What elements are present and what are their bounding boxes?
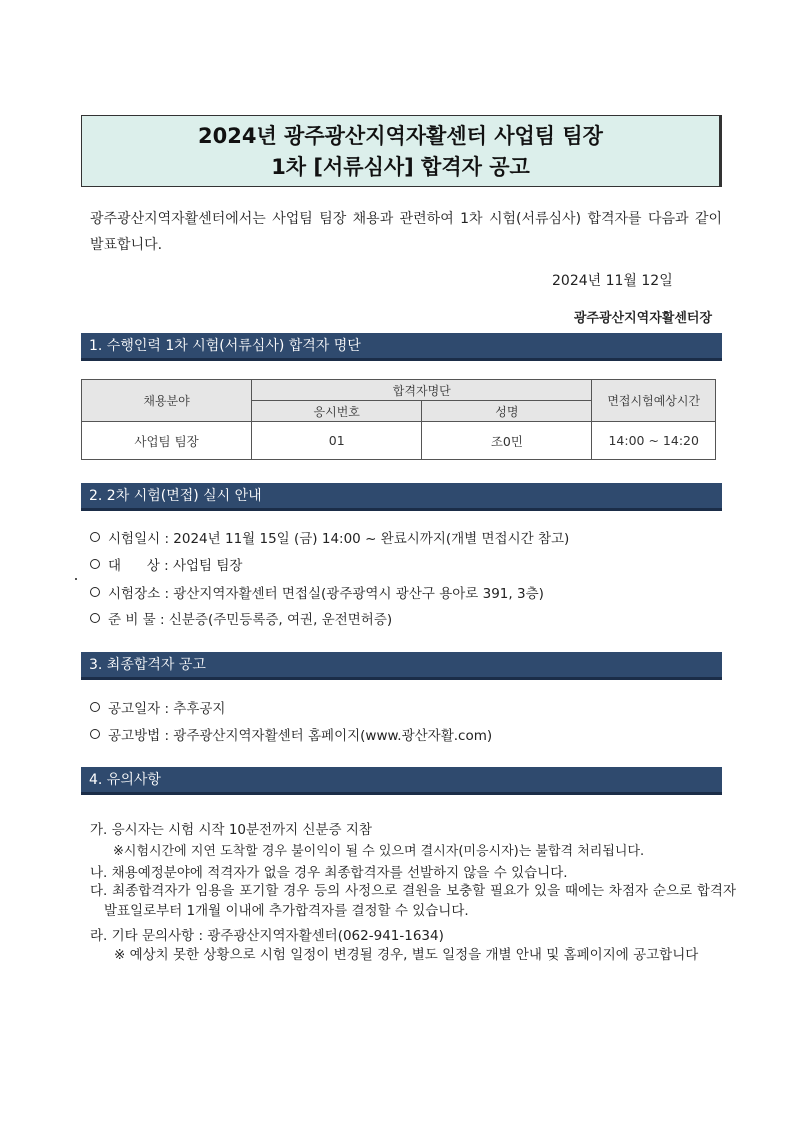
stray-dot [75,578,77,580]
circle-bullet-icon [90,613,100,623]
circle-bullet-icon [90,559,100,569]
col-header-name: 성명 [422,401,592,422]
col-header-time: 면접시험예상시간 [592,380,716,422]
notice-ra: 라. 기타 문의사항 : 광주광산지역자활센터(062-941-1634) [90,928,444,944]
cell-field: 사업팀 팀장 [82,422,252,460]
circle-bullet-icon [90,729,100,739]
notice-na: 나. 채용예정분야에 적격자가 없을 경우 최종합격자를 선발하지 않을 수 있습니다. [90,865,568,881]
list-item: 공고일자 : 추후공지 [90,697,225,717]
signer: 광주광산지역자활센터장 [573,311,712,326]
document-title-line1: 2024년 광주광산지역자활센터 사업팀 팀장 [198,124,603,148]
cell-time: 14:00 ~ 14:20 [592,422,716,460]
section-3-header: 3. 최종합격자 공고 [81,652,722,680]
list-item: 준 비 물 : 신분증(주민등록증, 여권, 운전면허증) [90,608,392,628]
col-header-number: 응시번호 [252,401,422,422]
document-title-line2: 1차 [서류심사] 합격자 공고 [271,155,530,179]
col-header-field: 채용분야 [82,380,252,422]
notice-ra-sub: ※ 예상치 못한 상황으로 시험 일정이 변경될 경우, 별도 일정을 개별 안내 및 홈페이지에 공고합니다 [114,947,699,963]
list-item: 대 상 : 사업팀 팀장 [90,554,242,574]
section-1-header: 1. 수행인력 1차 시험(서류심사) 합격자 명단 [81,333,722,361]
circle-bullet-icon [90,702,100,712]
list-item: 시험장소 : 광산지역자활센터 면접실(광주광역시 광산구 용아로 391, 3층) [90,582,544,602]
circle-bullet-icon [90,532,100,542]
result-table [81,379,716,460]
circle-bullet-icon [90,587,100,597]
section-4-header: 4. 유의사항 [81,767,722,795]
table-row [82,422,716,460]
notice-ga: 가. 응시자는 시험 시작 10분전까지 신분증 지참 [90,822,372,838]
notice-da: 다. 최종합격자가 임용을 포기할 경우 등의 사정으로 결원을 보충할 필요가 있을 때에는 차점자 순으로 합격자 발표일로부터 1개월 이내에 추가합격자를 결정할 수 있습니다. [90,883,736,919]
cell-name: 조0민 [422,422,592,460]
section-2-header: 2. 2차 시험(면접) 실시 안내 [81,483,722,511]
col-header-group: 합격자명단 [252,380,592,401]
document-title-box [81,115,722,187]
list-item: 시험일시 : 2024년 11월 15일 (금) 14:00 ~ 완료시까지(개별 면접시간 참고) [90,527,569,547]
announcement-date: 2024년 11월 12일 [552,273,673,289]
intro-paragraph: 광주광산지역자활센터에서는 사업팀 팀장 채용과 관련하여 1차 시험(서류심사) 합격자를 다음과 같이 발표합니다. [90,211,722,253]
notice-ga-sub: ※시험시간에 지연 도착할 경우 불이익이 될 수 있으며 결시자(미응시자)는 불합격 처리됩니다. [113,844,645,859]
list-item: 공고방법 : 광주광산지역자활센터 홈페이지(www.광산자활.com) [90,724,492,744]
cell-number: 01 [252,422,422,460]
